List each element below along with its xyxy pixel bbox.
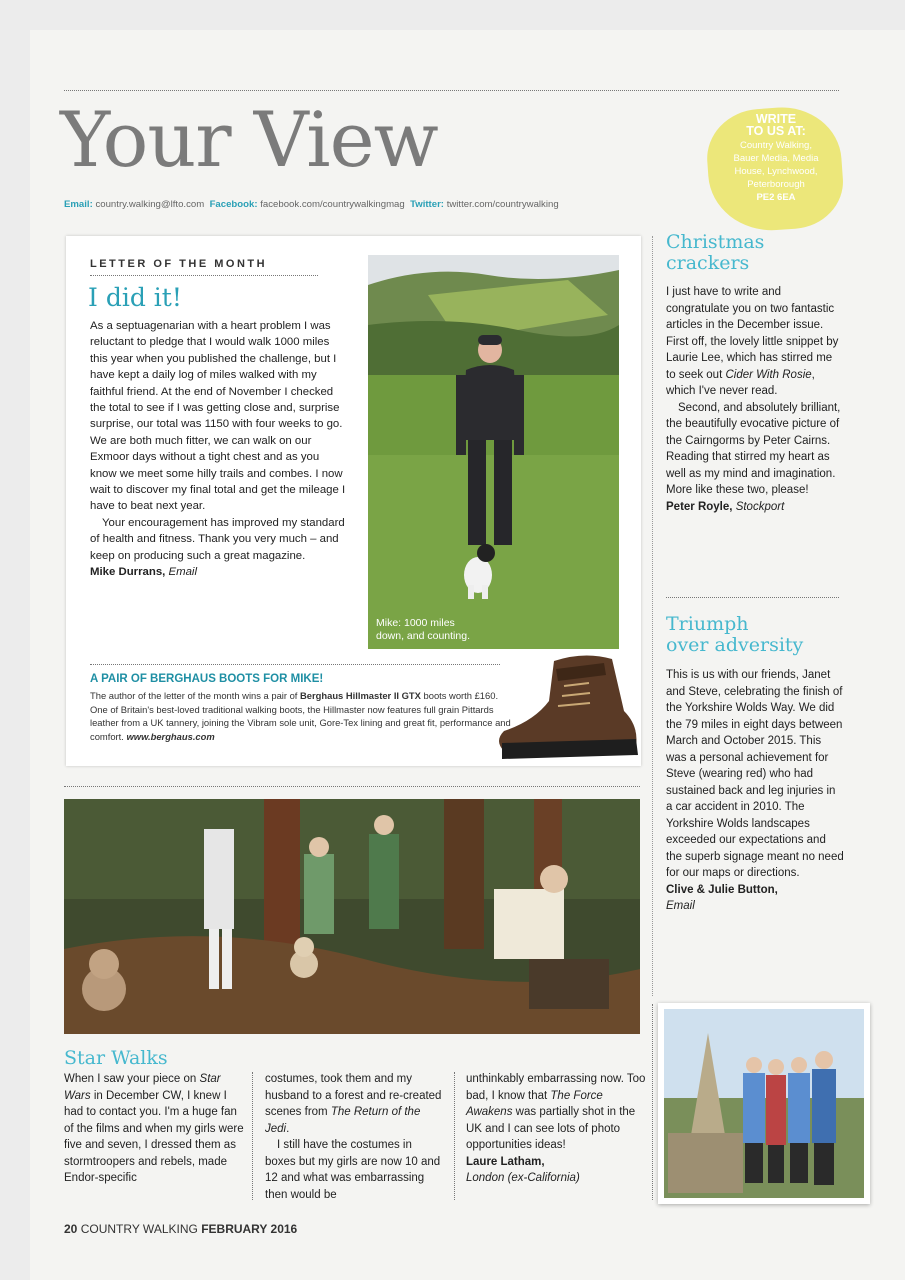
film-title: Star Wars (64, 1073, 221, 1102)
write-heading-1: WRITE (755, 112, 797, 126)
triumph-body (666, 667, 844, 915)
signature-place: Email (666, 900, 695, 912)
signature-place: Email (168, 566, 197, 579)
column-rule (652, 1004, 653, 1200)
column-rule (652, 236, 653, 996)
letter-of-month-label: LETTER OF THE MONTH (90, 258, 268, 270)
star-walks-signature: Laure Latham, London (ex-California) (466, 1155, 580, 1184)
prize-text: The author of the letter of the month wins a pair of (90, 690, 298, 701)
film-title: The Return of the Jedi (265, 1106, 421, 1135)
star-wars-photo-illustration (64, 799, 640, 1034)
write-heading-2: TO US AT: (746, 124, 806, 138)
page-number: 20 (64, 1222, 78, 1236)
triumph-heading (666, 614, 803, 656)
letter-signature (90, 564, 348, 580)
triumph-signature (666, 882, 844, 915)
signature-place: London (ex-California) (466, 1172, 580, 1184)
star-walks-col-2: costumes, took them and my husband to a forest and re-created scenes from The Return of the Jedi. I still have the costumes in boxes but my girls are now 10 and 12 and what was embarrassing then would be (265, 1071, 445, 1203)
star-walks-col-3: unthinkably embarrassing now. Too bad, I know that The Force Awakens was partially shot in the UK and I can see lots of photo opportunities ideas! Laure Latham, London (ex-California) (466, 1071, 646, 1187)
contact-line (64, 199, 559, 210)
prize-divider (90, 664, 500, 665)
book-title: Cider With Rosie (725, 368, 812, 381)
heading-line: Christmas (666, 231, 765, 253)
signature-place: Stockport (735, 500, 785, 513)
photo-caption (376, 617, 470, 643)
boot-icon (494, 651, 644, 766)
prize-text: boots worth £160. One of Britain's best-loved traditional walking boots, the Hillmaster now features full grain Pittards leather from a UK tannery, joining the Vibram sole unit, Gore-Tex lining and great fit, performance and comfort. (90, 690, 511, 742)
page-title: Your View (60, 95, 438, 184)
prize-body (90, 689, 514, 743)
mike-photo-illustration (368, 255, 619, 649)
caption-line: down, and counting. (376, 630, 470, 642)
star-wars-photo (64, 799, 640, 1034)
page-footer (64, 1222, 297, 1236)
email-label: Email: (64, 199, 93, 210)
address-line: Peterborough (747, 179, 805, 190)
star-walks-heading: Star Walks (64, 1047, 168, 1069)
christmas-body (666, 284, 842, 515)
christmas-paragraph: I just have to write and congratulate you on two fantastic articles in the December issue. First off, the lovely little snippet by Laurie Lee, which has stirred me to seek out Cider With Rosie, which I've never read. (666, 286, 839, 397)
address-line: Bauer Media, Media (733, 153, 819, 164)
signature-name: Clive & Julie Button, (666, 883, 778, 896)
yorkshire-photo (658, 1003, 870, 1204)
christmas-signature (666, 499, 842, 516)
address-line: House, Lynchwood, (734, 166, 818, 177)
film-title: The Force Awakens (466, 1089, 603, 1118)
signature-name: Peter Royle, (666, 500, 733, 513)
caption-line: Mike: 1000 miles (376, 617, 455, 629)
christmas-paragraph: Second, and absolutely brilliant, the beautifully evocative picture of the Cairngorms by Peter Cairns. Reading that stirred my heart as well as my mind and imagination. More like these two, please! (666, 401, 841, 496)
facebook-address[interactable]: facebook.com/countrywalkingmag (260, 199, 405, 210)
signature-name: Mike Durrans, (90, 566, 166, 579)
star-walks-col-1: When I saw your piece on Star Wars in December CW, I knew I had to contact you. I'm a huge fan of the films and when my girls were five and seven, I dressed them as stormtroopers and rebels, made Endor-specific (64, 1073, 244, 1184)
star-walks-paragraph: I still have the costumes in boxes but my girls are now 10 and 12 and what was embarrassing then would be (265, 1139, 441, 1201)
letter-title: I did it! (88, 283, 182, 312)
address-line: Country Walking, (740, 140, 812, 151)
heading-line: crackers (666, 252, 750, 274)
twitter-label: Twitter: (410, 199, 445, 210)
boot-image (494, 651, 644, 766)
section-divider (64, 786, 640, 787)
column-divider (666, 597, 839, 598)
letter-paragraph: Your encouragement has improved my standard of health and fitness. Thank you very much – and keep on producing such a great magazine. (90, 516, 345, 562)
column-rule (454, 1072, 455, 1200)
yorkshire-photo-illustration (658, 1003, 870, 1204)
letter-body (90, 318, 348, 581)
prize-url[interactable]: www.berghaus.com (126, 730, 215, 742)
mike-photo (368, 255, 619, 649)
letter-paragraph: As a septuagenarian with a heart problem I was reluctant to pledge that I would walk 1000 miles this year when you published the challenge, but I have kept a daily log of miles walked with my faithful friend. At the end of November I checked the total to see if I was getting close and, surprise surprise, our total was 1150 with four weeks to go. We are both much fitter, we can walk on our Exmoor days without a tight chest and as you know we meet some hilly trails and combes. I now wait to discover my final total and get the mileage I have to beat next year. (90, 320, 346, 513)
heading-line: over adversity (666, 634, 804, 656)
signature-name: Laure Latham (466, 1155, 542, 1168)
prize-product: Berghaus Hillmaster II GTX (300, 690, 421, 701)
prize-title: A PAIR OF BERGHAUS BOOTS FOR MIKE! (90, 673, 324, 685)
twitter-address[interactable]: twitter.com/countrywalking (446, 199, 559, 210)
write-to-us-text (712, 113, 840, 204)
triumph-paragraph: This is us with our friends, Janet and Steve, celebrating the finish of the Yorkshire Wolds Way. We did the 79 miles in eight days between March and October 2015. This was a personal achievement for Steve (wearing red) who had sustained back and leg injuries in a car accident in 2010. The Yorkshire Wolds landscapes exceeded our expectations and the superb signage meant no need for our maps or directions. (666, 669, 844, 879)
magazine-name: COUNTRY WALKING (80, 1222, 198, 1236)
column-rule (252, 1072, 253, 1200)
facebook-label: Facebook: (209, 199, 258, 210)
email-address[interactable]: country.walking@lfto.com (95, 199, 205, 210)
christmas-heading (666, 232, 764, 274)
heading-line: Triumph (666, 613, 749, 635)
issue-date: FEBRUARY 2016 (201, 1222, 298, 1236)
top-divider (64, 90, 839, 91)
label-underline (90, 275, 318, 276)
address-line: PE2 6EA (756, 192, 796, 203)
